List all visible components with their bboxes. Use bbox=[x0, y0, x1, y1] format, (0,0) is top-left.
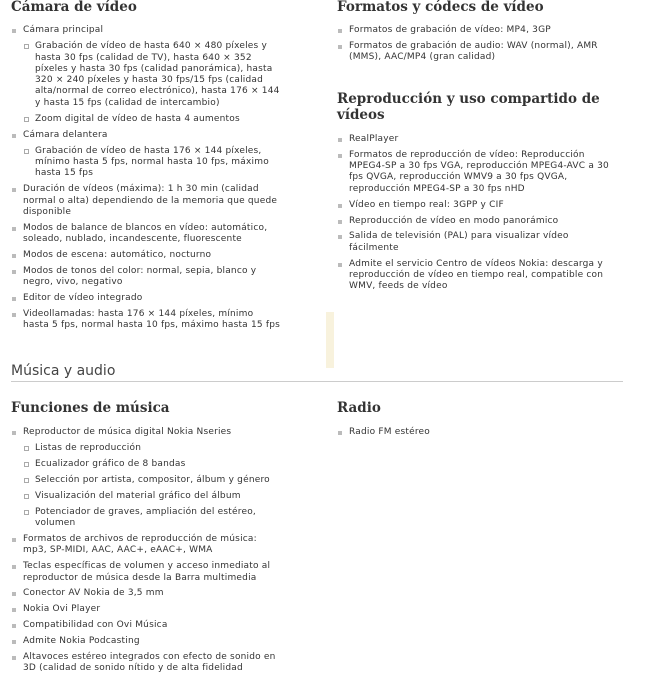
video-playback-section bbox=[337, 91, 609, 297]
music-functions-list bbox=[11, 427, 281, 675]
video-camera-heading: Cámara de vídeo bbox=[11, 0, 137, 15]
list-item: Admite el servicio Centro de vídeos Nokia: descarga y reproducción de vídeo en tiempo real, compatible con WMV, feeds de vídeo bbox=[337, 259, 609, 293]
radio-list bbox=[337, 427, 609, 438]
list-item: Modos de escena: automático, nocturno bbox=[11, 250, 281, 261]
video-camera-section bbox=[11, 0, 281, 336]
list-item: Conector AV Nokia de 3,5 mm bbox=[11, 588, 281, 599]
list-item: Editor de vídeo integrado bbox=[11, 293, 281, 304]
list-item: Admite Nokia Podcasting bbox=[11, 636, 281, 647]
list-item: Compatibilidad con Ovi Música bbox=[11, 620, 281, 631]
list-item: Videollamadas: hasta 176 × 144 píxeles, mínimo hasta 5 fps, normal hasta 10 fps, máximo hasta 15 fps bbox=[11, 309, 281, 332]
list-item: RealPlayer bbox=[337, 134, 609, 145]
list-item: Radio FM estéreo bbox=[337, 427, 609, 438]
list-item: Reproductor de música digital Nokia Nseries Listas de reproducción Ecualizador gráfico de 8 bandas Selección por artista, compositor, álbum y género Visualización del material gráfico del álbum Potenciador de graves, ampliación del estéreo, volumen bbox=[11, 427, 281, 529]
list-item: Formatos de grabación de audio: WAV (normal), AMR (MMS), AAC/MP4 (gran calidad) bbox=[337, 41, 609, 64]
sub-list-item: Selección por artista, compositor, álbum y género bbox=[23, 475, 281, 486]
list-item: Cámara delantera Grabación de vídeo de hasta 176 × 144 píxeles, mínimo hasta 5 fps, normal hasta 10 fps, máximo hasta 15 fps bbox=[11, 130, 281, 180]
list-item: Nokia Ovi Player bbox=[11, 604, 281, 615]
video-playback-heading: Reproducción y uso compartido de vídeos bbox=[337, 91, 600, 123]
music-functions-heading: Funciones de música bbox=[11, 400, 170, 416]
radio-heading: Radio bbox=[337, 400, 381, 416]
video-camera-list bbox=[11, 25, 281, 332]
list-item: Salida de televisión (PAL) para visualizar vídeo fácilmente bbox=[337, 231, 609, 254]
list-item: Formatos de grabación de vídeo: MP4, 3GP bbox=[337, 25, 609, 36]
watermark bbox=[326, 312, 334, 368]
list-item: Duración de vídeos (máxima): 1 h 30 min (calidad normal o alta) dependiendo de la memoria que quede disponible bbox=[11, 184, 281, 218]
sub-list bbox=[23, 443, 281, 529]
sub-list-item: Grabación de vídeo de hasta 176 × 144 píxeles, mínimo hasta 5 fps, normal hasta 10 fps, máximo hasta 15 fps bbox=[23, 146, 281, 180]
radio-section bbox=[337, 400, 609, 443]
video-formats-heading: Formatos y códecs de vídeo bbox=[337, 0, 544, 15]
sub-list-item: Grabación de vídeo de hasta 640 × 480 píxeles y hasta 30 fps (calidad de TV), hasta 640 × 352 píxeles y hasta 30 fps (calidad panorámica), hasta 320 × 240 píxeles y hasta 30 fps/15 fps (calidad alta/normal de correo electrónico), hasta 176 × 144 y hasta 15 fps (calidad de intercambio) bbox=[23, 41, 281, 109]
music-audio-section-title: Música y audio bbox=[11, 362, 623, 382]
list-item: Modos de balance de blancos en vídeo: automático, soleado, nublado, incandescente, fluorescente bbox=[11, 223, 281, 246]
list-item: Formatos de archivos de reproducción de música: mp3, SP-MIDI, AAC, AAC+, eAAC+, WMA bbox=[11, 534, 281, 557]
sub-list-item: Potenciador de graves, ampliación del estéreo, volumen bbox=[23, 507, 281, 530]
list-item: Altavoces estéreo integrados con efecto de sonido en 3D (calidad de sonido nítido y de alta fidelidad bbox=[11, 652, 281, 675]
list-item: Formatos de reproducción de vídeo: Reproducción MPEG4-SP a 30 fps VGA, reproducción MPEG4-AVC a 30 fps QVGA, reproducción WMV9 a 30 fps QVGA, reproducción MPEG4-SP a 30 fps nHD bbox=[337, 150, 609, 195]
list-item: Modos de tonos del color: normal, sepia, blanco y negro, vivo, negativo bbox=[11, 266, 281, 289]
sub-list-item: Ecualizador gráfico de 8 bandas bbox=[23, 459, 281, 470]
list-item: Cámara principal Grabación de vídeo de hasta 640 × 480 píxeles y hasta 30 fps (calidad de TV), hasta 640 × 352 píxeles y hasta 30 fps (calidad panorámica), hasta 320 × 240 píxeles y hasta 30 fps/15 fps (calidad alta/normal de correo electrónico), hasta 176 × 144 y hasta 15 fps (calidad de intercambio) Zoom digital de vídeo de hasta 4 aumentos bbox=[11, 25, 281, 125]
sub-list bbox=[23, 41, 281, 125]
list-item: Teclas específicas de volumen y acceso inmediato al reproductor de música desde la Barra multimedia bbox=[11, 561, 281, 584]
sub-list-item: Listas de reproducción bbox=[23, 443, 281, 454]
sub-list-item: Zoom digital de vídeo de hasta 4 aumentos bbox=[23, 114, 281, 125]
video-playback-list bbox=[337, 134, 609, 293]
list-item: Reproducción de vídeo en modo panorámico bbox=[337, 216, 609, 227]
sub-list bbox=[23, 146, 281, 180]
sub-list-item: Visualización del material gráfico del álbum bbox=[23, 491, 281, 502]
video-formats-list bbox=[337, 25, 609, 63]
video-formats-section bbox=[337, 0, 609, 68]
list-item: Vídeo en tiempo real: 3GPP y CIF bbox=[337, 200, 609, 211]
music-functions-section bbox=[11, 400, 281, 679]
